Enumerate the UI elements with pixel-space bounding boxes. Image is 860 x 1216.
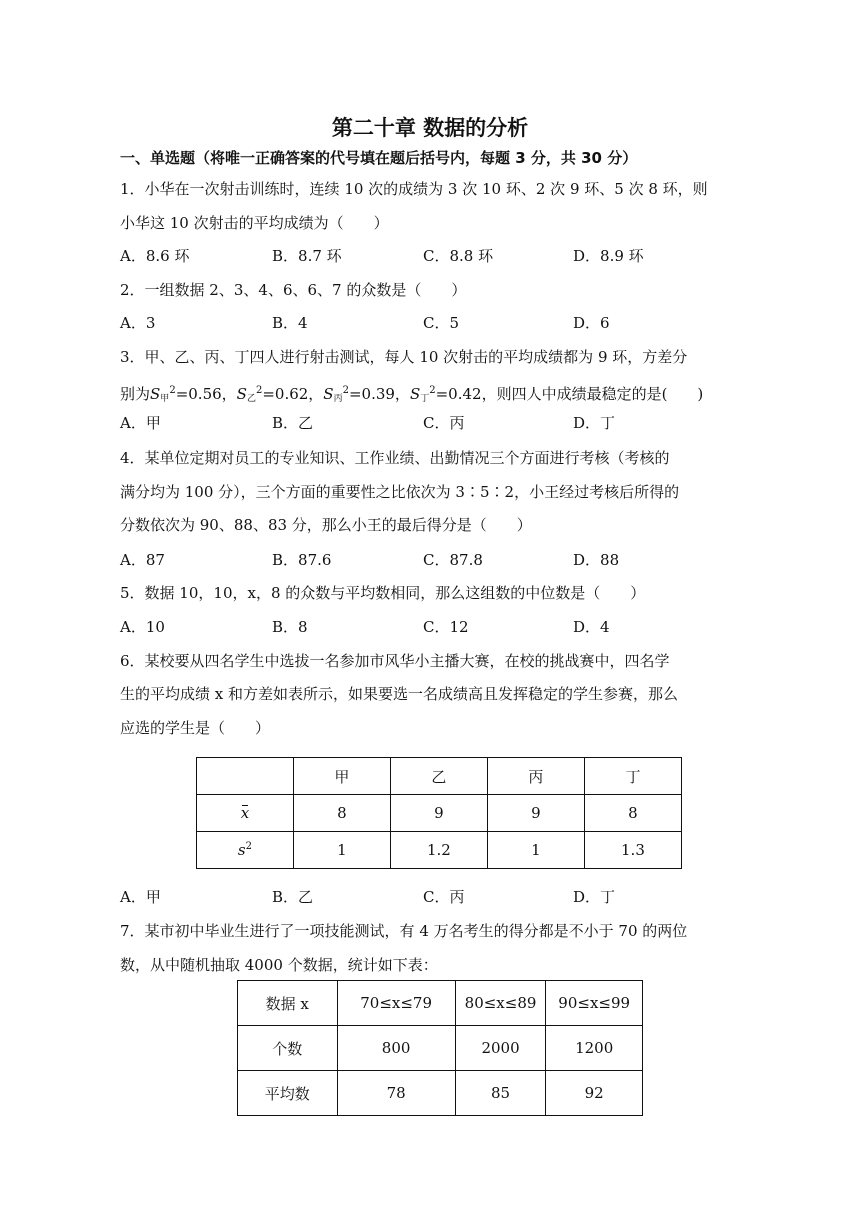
table-header-cell: 丙 [487, 758, 584, 795]
variance-symbol: S [409, 385, 421, 403]
table-row [197, 832, 682, 869]
q6-option-c: C．丙 [423, 888, 465, 906]
q1-line-1: 1．小华在一次射击训练时，连续 10 次的成绩为 3 次 10 环、2 次 9 环、5 次 8 环，则 [120, 180, 708, 198]
q2-option-d: D．6 [573, 314, 610, 332]
q2-line-1: 2．一组数据 2、3、4、6、6、7 的众数是（ ） [120, 281, 467, 299]
superscript: 2 [169, 385, 176, 396]
q1-option-c: C．8.8 环 [423, 247, 494, 265]
superscript: 2 [429, 385, 436, 396]
superscript: 2 [245, 841, 252, 852]
variance-value: =0.62， [262, 385, 324, 403]
q7-line-2: 数，从中随机抽取 4000 个数据，统计如下表： [120, 956, 438, 974]
page-title: 第二十章 数据的分析 [331, 116, 529, 140]
q6-line-1: 6．某校要从四名学生中选拔一名参加市风华小主播大赛，在校的挑战赛中，四名学 [120, 652, 670, 670]
q5-option-a: A．10 [120, 618, 165, 636]
q4-option-b: B．87.6 [272, 551, 332, 569]
mean-label-cell [197, 795, 294, 832]
table-cell: 1.3 [584, 832, 681, 869]
table-cell: 92 [546, 1071, 643, 1116]
q6-line-3: 应选的学生是（ ） [120, 719, 271, 737]
table-cell: 1 [487, 832, 584, 869]
subscript-ding: 丁 [420, 394, 430, 404]
q6-option-a: A．甲 [120, 888, 161, 906]
table-row [238, 981, 643, 1026]
table-cell: 9 [487, 795, 584, 832]
variance-value: =0.42，则四人中成绩最稳定的是( ) [435, 385, 704, 403]
student-stats-table [196, 757, 682, 869]
table-header-cell: 乙 [390, 758, 487, 795]
q6-option-b: B．乙 [272, 888, 314, 906]
q4-line-1: 4．某单位定期对员工的专业知识、工作业绩、出勤情况三个方面进行考核（考核的 [120, 449, 670, 467]
q5-option-d: D．4 [573, 618, 610, 636]
q3-option-b: B．乙 [272, 414, 314, 432]
q1-line-2: 小华这 10 次射击的平均成绩为（ ） [120, 214, 389, 232]
score-distribution-table [237, 980, 643, 1116]
q4-option-c: C．87.8 [423, 551, 483, 569]
table-cell: 平均数 [238, 1071, 338, 1116]
table-cell: 8 [293, 795, 390, 832]
q1-option-d: D．8.9 环 [573, 247, 644, 265]
variance-label-cell [197, 832, 294, 869]
q3-option-c: C．丙 [423, 414, 465, 432]
q4-option-d: D．88 [573, 551, 620, 569]
q3-text-prefix: 别为 [120, 385, 151, 403]
table-cell: 1 [293, 832, 390, 869]
table-row [238, 1026, 643, 1071]
table-cell: 1.2 [390, 832, 487, 869]
q2-option-a: A．3 [120, 314, 156, 332]
q1-option-a: A．8.6 环 [120, 247, 190, 265]
q4-option-a: A．87 [120, 551, 165, 569]
variance-symbol: s [237, 841, 246, 859]
q6-option-d: D．丁 [573, 888, 616, 906]
variance-symbol: S [323, 385, 334, 403]
subscript-yi: 乙 [246, 394, 256, 404]
variance-symbol: S [150, 385, 161, 403]
table-header-cell: 甲 [293, 758, 390, 795]
table-cell: 8 [584, 795, 681, 832]
q3-option-d: D．丁 [573, 414, 616, 432]
section-heading: 一、单选题（将唯一正确答案的代号填在题后括号内，每题 3 分，共 30 分） [120, 149, 638, 167]
q1-option-b: B．8.7 环 [272, 247, 342, 265]
table-cell: 个数 [238, 1026, 338, 1071]
table-cell: 85 [455, 1071, 546, 1116]
table-header-cell: 70≤x≤79 [337, 981, 455, 1026]
q5-option-c: C．12 [423, 618, 469, 636]
table-cell: 78 [337, 1071, 455, 1116]
q3-line-1: 3．甲、乙、丙、丁四人进行射击测试，每人 10 次射击的平均成绩都为 9 环，方差分 [120, 348, 688, 366]
table-cell [197, 758, 294, 795]
subscript-bing: 丙 [333, 394, 343, 404]
table-header-cell: 丁 [584, 758, 681, 795]
q2-option-c: C．5 [423, 314, 460, 332]
table-row [238, 1071, 643, 1116]
q4-line-2: 满分均为 100 分），三个方面的重要性之比依次为 3∶5∶2，小王经过考核后所得的 [120, 483, 680, 501]
table-row [197, 795, 682, 832]
variance-value: =0.39， [348, 385, 410, 403]
table-cell: 2000 [455, 1026, 546, 1071]
q5-line-1: 5．数据 10，10，x，8 的众数与平均数相同，那么这组数的中位数是（ ） [120, 584, 646, 602]
q3-option-a: A．甲 [120, 414, 161, 432]
q5-option-b: B．8 [272, 618, 308, 636]
q3-line-2 [120, 381, 703, 409]
variance-symbol: S [236, 385, 247, 403]
table-header-cell: 数据 x [238, 981, 338, 1026]
table-header-cell: 90≤x≤99 [546, 981, 643, 1026]
table-header-cell: 80≤x≤89 [455, 981, 546, 1026]
subscript-jia: 甲 [160, 394, 170, 404]
q7-line-1: 7．某市初中毕业生进行了一项技能测试，有 4 万名考生的得分都是不小于 70 的两位 [120, 922, 688, 940]
table-cell: 1200 [546, 1026, 643, 1071]
variance-value: =0.56， [175, 385, 237, 403]
q2-option-b: B．4 [272, 314, 308, 332]
q4-line-3: 分数依次为 90、88、83 分，那么小王的最后得分是（ ） [120, 516, 532, 534]
q6-line-2: 生的平均成绩 x 和方差如表所示，如果要选一名成绩高且发挥稳定的学生参赛，那么 [120, 685, 678, 703]
table-row [197, 758, 682, 795]
superscript: 2 [255, 385, 263, 396]
superscript: 2 [342, 385, 349, 396]
table-cell: 9 [390, 795, 487, 832]
mean-symbol: x [240, 804, 250, 822]
table-cell: 800 [337, 1026, 455, 1071]
